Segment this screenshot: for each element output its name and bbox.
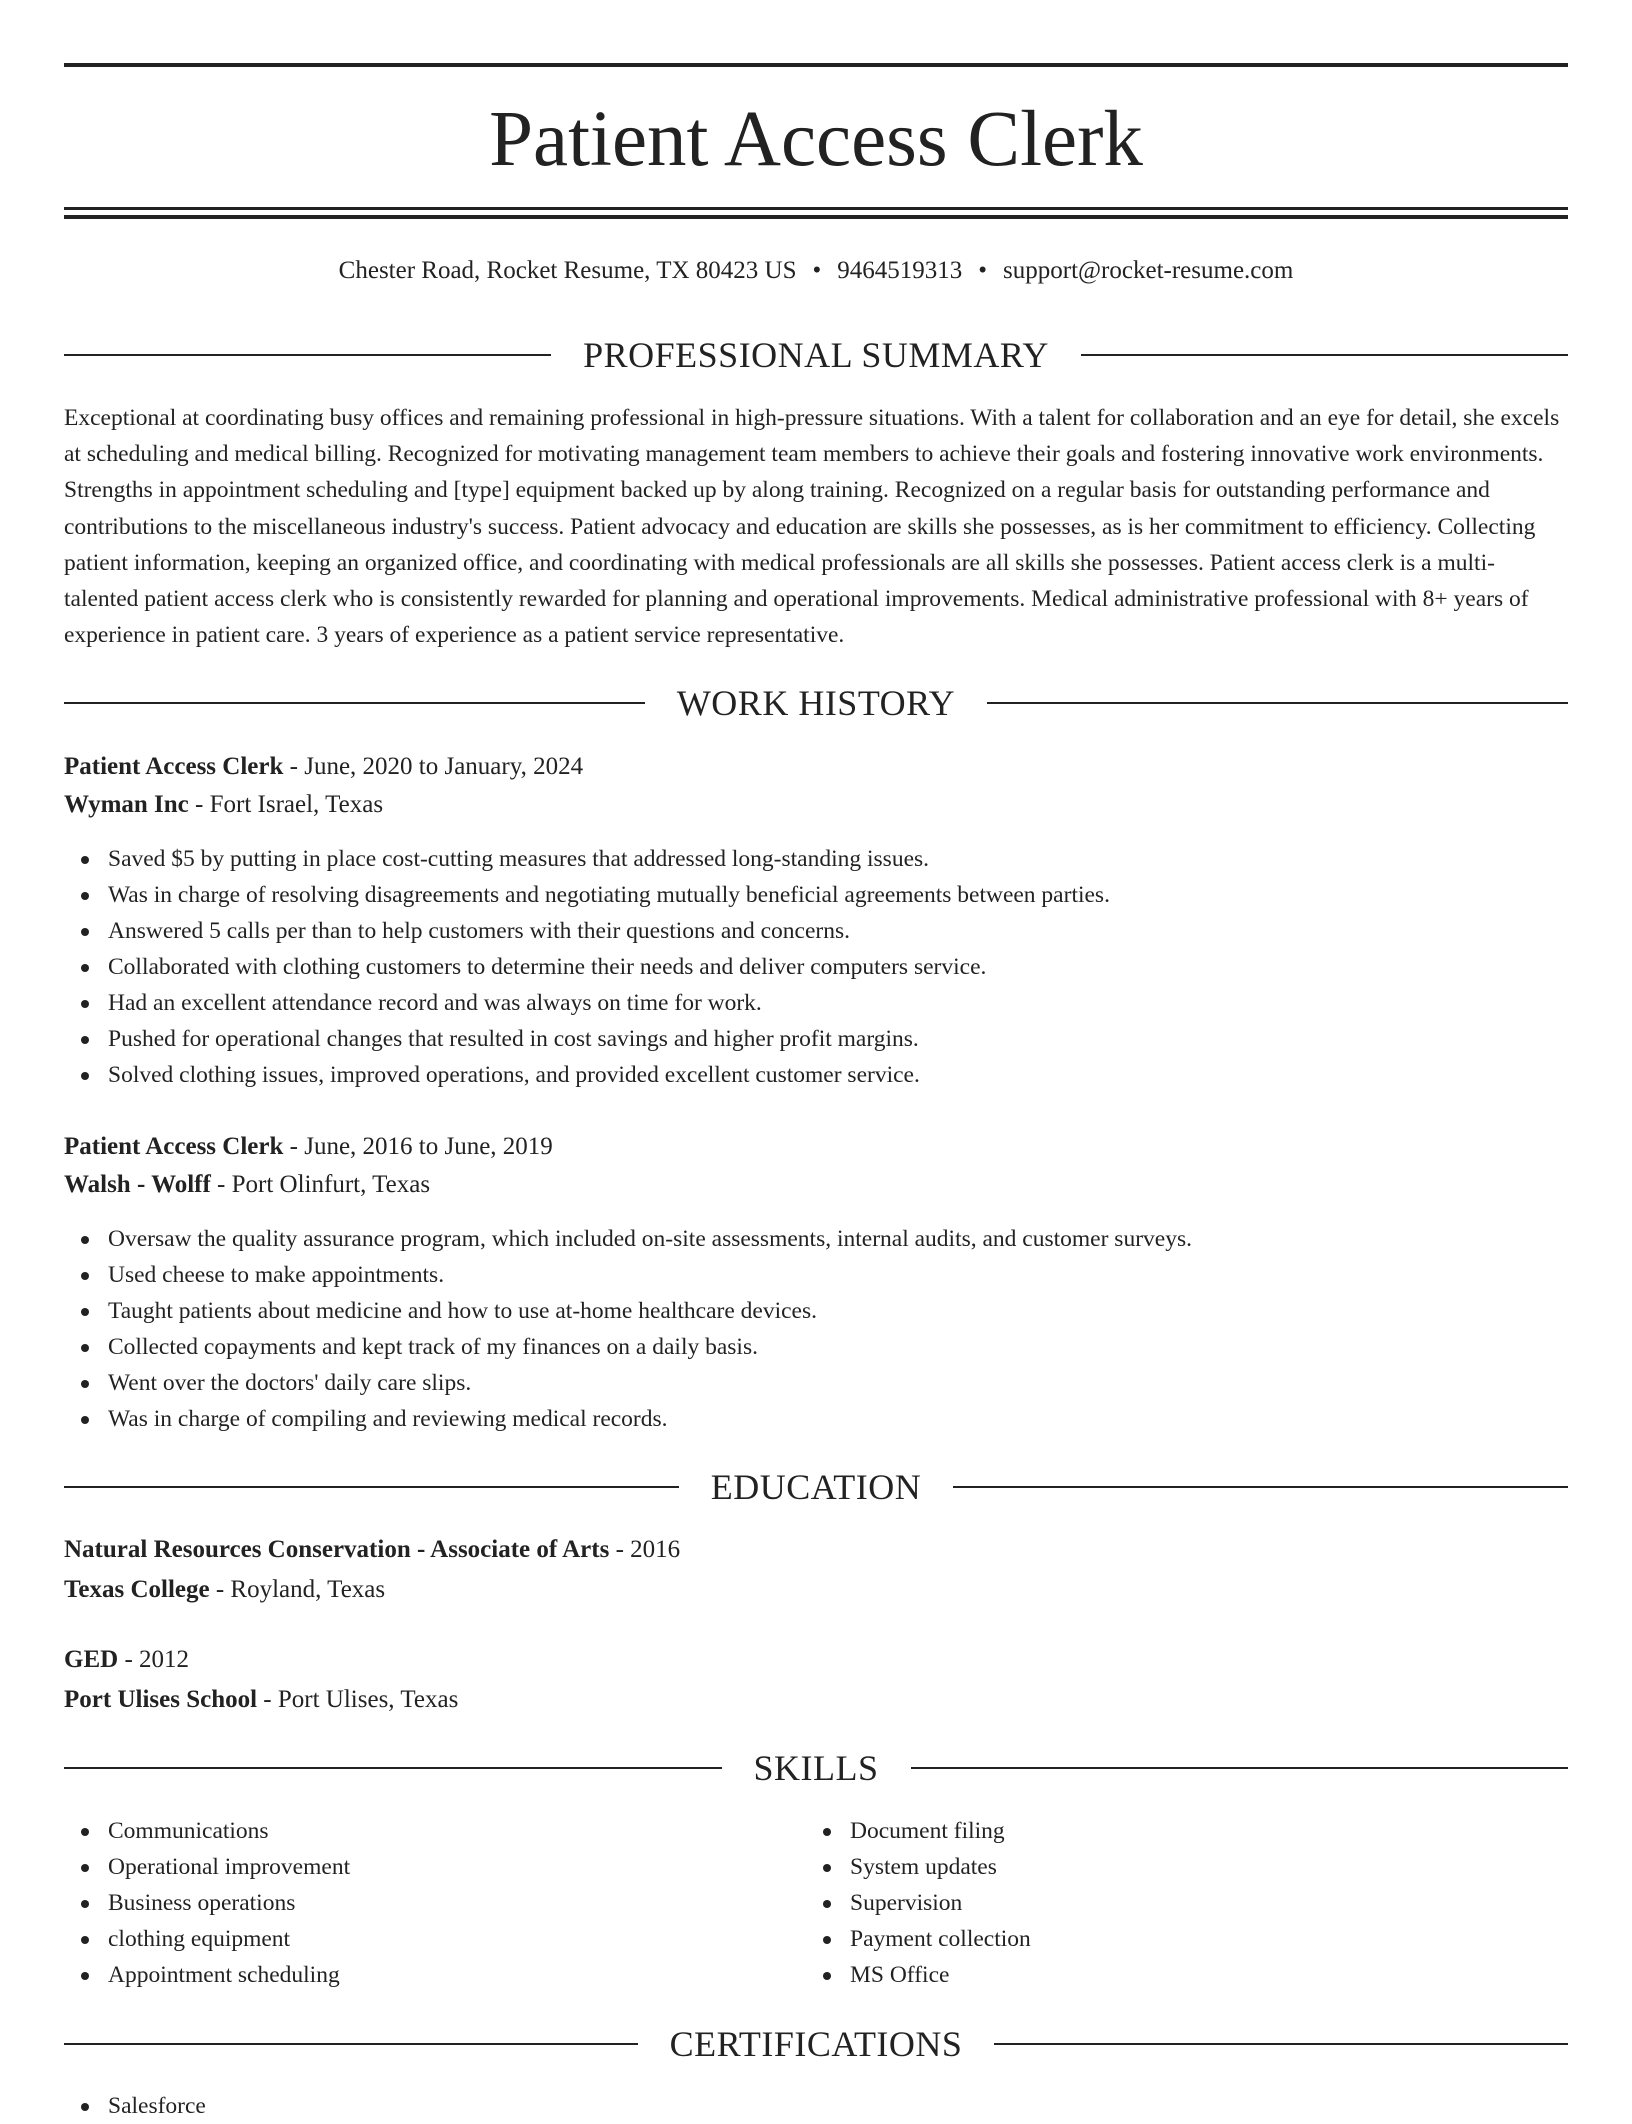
top-rule	[64, 63, 1568, 67]
job-bullets	[64, 1221, 1568, 1437]
education-degree: GED	[64, 1646, 119, 1673]
job-company: Walsh - Wolff	[64, 1171, 211, 1198]
job-bullets	[64, 841, 1568, 1093]
education-year: - 2016	[609, 1536, 681, 1563]
skill-item: MS Office	[806, 1957, 1546, 1993]
summary-section-heading	[64, 333, 1568, 377]
skill-item: Document filing	[806, 1813, 1546, 1849]
education-degree: Natural Resources Conservation - Associate of Arts	[64, 1536, 610, 1563]
heading-rule-left	[64, 1486, 679, 1488]
heading-rule-right	[1081, 354, 1568, 356]
job-dates: - June, 2016 to June, 2019	[283, 1133, 553, 1160]
section-title: CERTIFICATIONS	[669, 2024, 963, 2064]
heading-rule-right	[994, 2043, 1568, 2045]
list-item: Saved $5 by putting in place cost-cutting measures that addressed long-standing issues.	[64, 841, 1568, 877]
education-school: Texas College	[64, 1576, 210, 1603]
list-item: Pushed for operational changes that resulted in cost savings and higher profit margins.	[64, 1021, 1568, 1057]
contact-separator: •	[812, 257, 822, 284]
job-company: Wyman Inc	[64, 791, 189, 818]
contact-phone: 9464519313	[837, 257, 963, 284]
education-degree-line	[64, 1642, 1568, 1678]
section-title: PROFESSIONAL SUMMARY	[583, 335, 1049, 375]
heading-rule-left	[64, 2043, 638, 2045]
skill-item: Business operations	[64, 1885, 804, 1921]
list-item: Was in charge of resolving disagreements and negotiating mutually beneficial agreements between parties.	[64, 877, 1568, 913]
list-item: Answered 5 calls per than to help customers with their questions and concerns.	[64, 913, 1568, 949]
skill-item: Supervision	[806, 1885, 1546, 1921]
heading-rule-left	[64, 1767, 722, 1769]
job-dates: - June, 2020 to January, 2024	[283, 753, 584, 780]
contact-address: Chester Road, Rocket Resume, TX 80423 US	[338, 257, 797, 284]
list-item: Had an excellent attendance record and was always on time for work.	[64, 985, 1568, 1021]
contact-email: support@rocket-resume.com	[1003, 257, 1294, 284]
education-school-line	[64, 1682, 1568, 1718]
skill-item: Communications	[64, 1813, 804, 1849]
job-location: - Fort Israel, Texas	[188, 791, 384, 818]
skill-item: Payment collection	[806, 1921, 1546, 1957]
list-item: Salesforce	[64, 2088, 1568, 2124]
education-school: Port Ulises School	[64, 1686, 258, 1713]
skills-section-heading	[64, 1746, 1568, 1790]
section-title: WORK HISTORY	[676, 683, 956, 723]
heading-rule-right	[953, 1486, 1568, 1488]
contact-line	[64, 254, 1568, 288]
list-item: Collaborated with clothing customers to determine their needs and deliver computers service.	[64, 949, 1568, 985]
list-item: Was in charge of compiling and reviewing medical records.	[64, 1401, 1568, 1437]
header-rule-lower	[64, 215, 1568, 219]
education-section-heading	[64, 1465, 1568, 1509]
education-school-line	[64, 1572, 1568, 1608]
job-company-line	[64, 787, 1568, 823]
list-item: Solved clothing issues, improved operations, and provided excellent customer service.	[64, 1057, 1568, 1093]
job-title: Patient Access Clerk	[64, 753, 284, 780]
list-item: Collected copayments and kept track of my finances on a daily basis.	[64, 1329, 1568, 1365]
skill-item: clothing equipment	[64, 1921, 804, 1957]
education-year: - 2012	[118, 1646, 190, 1673]
skills-list-right	[806, 1813, 1546, 1993]
section-title: SKILLS	[753, 1748, 879, 1788]
education-location: - Port Ulises, Texas	[257, 1686, 459, 1713]
list-item: Oversaw the quality assurance program, which included on-site assessments, internal audits, and customer surveys.	[64, 1221, 1568, 1257]
skills-list-left	[64, 1813, 804, 1993]
summary-text: Exceptional at coordinating busy offices and remaining professional in high-pressure situations. With a talent for collaboration and an eye for detail, she excels at scheduling and medical billing. Recognized for motivating management team members to achieve their goals and fostering innovative work environments. Strengths in appointment scheduling and [type] equipment backed up by along training. Recognized on a regular basis for outstanding performance and contributions to the miscellaneous industry's success. Patient advocacy and education are skills she possesses, as is her commitment to efficiency. Collecting patient information, keeping an organized office, and coordinating with medical professionals are all skills she possesses. Patient access clerk is a multi-talented patient access clerk who is consistently rewarded for planning and operational improvements. Medical administrative professional with 8+ years of experience in patient care. 3 years of experience as a patient service representative.	[64, 405, 1560, 649]
job-title-line	[64, 1129, 1568, 1165]
list-item: Used cheese to make appointments.	[64, 1257, 1568, 1293]
contact-separator: •	[978, 257, 988, 284]
heading-rule-left	[64, 702, 645, 704]
skill-item: Operational improvement	[64, 1849, 804, 1885]
section-title: EDUCATION	[710, 1467, 922, 1507]
education-location: - Royland, Texas	[209, 1576, 386, 1603]
heading-rule-left	[64, 354, 551, 356]
heading-rule-right	[987, 702, 1568, 704]
job-location: - Port Olinfurt, Texas	[210, 1171, 431, 1198]
certifications-section-heading	[64, 2022, 1568, 2066]
job-title-line	[64, 749, 1568, 785]
heading-rule-right	[911, 1767, 1569, 1769]
header-rule-upper	[64, 207, 1568, 210]
certifications-list	[64, 2088, 1568, 2124]
work-section-heading	[64, 681, 1568, 725]
job-company-line	[64, 1167, 1568, 1203]
skill-item: Appointment scheduling	[64, 1957, 804, 1993]
list-item: Went over the doctors' daily care slips.	[64, 1365, 1568, 1401]
list-item: Taught patients about medicine and how to use at-home healthcare devices.	[64, 1293, 1568, 1329]
education-degree-line	[64, 1532, 1568, 1568]
candidate-name: Patient Access Clerk	[489, 96, 1143, 183]
job-title: Patient Access Clerk	[64, 1133, 284, 1160]
skill-item: System updates	[806, 1849, 1546, 1885]
